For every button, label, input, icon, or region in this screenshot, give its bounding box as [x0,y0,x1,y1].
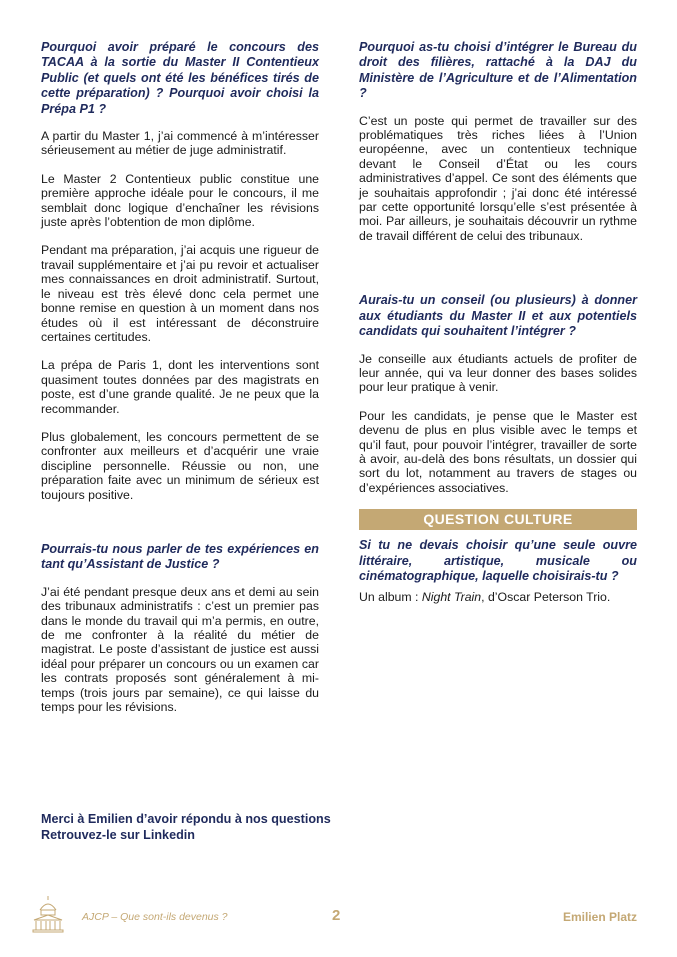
right-column [359,40,637,619]
page-number: 2 [332,907,341,924]
question-culture-banner: QUESTION CULTURE [359,509,637,530]
question-culture: Si tu ne devais choisir qu’une seule ouvre littéraire, artistique, musicale ou cinématographique, laquelle choisirais-tu ? [359,538,637,583]
question-bureau-droit: Pourquoi as-tu choisi d’intégrer le Bureau du droit des filières, rattaché à la DAJ du Ministère de l’Agriculture et de l’Alimentation ? [359,40,637,101]
answer-paragraph: Je conseille aux étudiants actuels de profiter de leur année, qui va leur donner des bases solides pour leur pratique à venir. [359,351,637,395]
question-prep-concours: Pourquoi avoir préparé le concours des TACAA à la sortie du Master II Contentieux Public (et quels ont été les bénéfices tirés de cette préparation) ? Pourquoi avoir choisi la Prépa P1 ? [41,40,319,116]
answer-paragraph: J’ai été pendant presque deux ans et demi au sein des tribunaux administratifs : c’est un premier pas dans le monde du travail qui m’a permis, en outre, de me confronter à la réalité du métier de magistrat. Le poste d’assistant de justice est aussi idéal pour préparer un concours ou un examen car les contrats proposés sont généralement à mi-temps (trois jours par semaine), ce qui laisse du temps pour les révisions. [41,584,319,715]
left-column [41,40,319,728]
footer-publication: AJCP – Que sont-ils devenus ? [82,911,228,923]
closing-note [41,812,331,843]
answer-paragraph: La prépa de Paris 1, dont les interventions sont quasiment toutes données par des magistrats en poste, est d’une grande qualité. Je ne peux que la recommander. [41,358,319,416]
answer-paragraph: Plus globalement, les concours permettent de se confronter aux meilleurs et d’acquérir une vraie discipline personnelle. Réussie ou non, une préparation faite avec un minimum de sérieux est toujours positive. [41,429,319,502]
answer-paragraph: Pendant ma préparation, j’ai acquis une rigueur de travail supplémentaire et j’ai pu revoir et actualiser mes connaissances en droit administratif. Surtout, le niveau est très élevé donc cela permet une bonne remise en question à un moment dans nos études où il est intéressant de déconstruire certaines certitudes. [41,243,319,344]
answer-paragraph: C’est un poste qui permet de travailler sur des problématiques très riches liées à l’Union européenne, avec un contentieux technique devant le Conseil d’État ou les cours administratives d’appel. Ce sont des éléments que je souhaitais approfondir ; j’ai donc été intéressé par cette opportunité lorsqu’elle s’est présentée à moi. Par ailleurs, je souhaitais découvrir un rythme de travail différent de celui des tribunaux. [359,113,637,243]
pantheon-logo-icon [30,894,66,934]
footer-author: Emilien Platz [562,910,637,924]
closing-thanks: Merci à Emilien d’avoir répondu à nos questions [41,812,331,826]
closing-linkedin: Retrouvez-le sur Linkedin [41,827,195,842]
answer-paragraph: Pour les candidats, je pense que le Master est devenu de plus en plus visible avec le temps et qu’il faut, pour pouvoir l’intégrer, travailler de sorte à avoir, au-delà des bons résultats, un dossier qui sort du lot, notamment au travers de stages ou d’expériences associatives. [359,408,637,495]
question-conseil: Aurais-tu un conseil (ou plusieurs) à donner aux étudiants du Master II et aux potentiels candidats qui souhaitent l’intégrer ? [359,293,637,339]
answer-paragraph: A partir du Master 1, j’ai commencé à m’intéresser sérieusement au métier de juge administratif. [41,129,319,158]
album-title: Night Train [421,590,482,605]
answer-culture: Un album : Night Train, d’Oscar Peterson Trio. [359,590,611,605]
answer-paragraph: Le Master 2 Contentieux public constitue une première approche idéale pour le concours, il me semblait donc logique d’enchaîner les révisions juste après l’obtention de mon diplôme. [41,171,319,230]
question-assistant-justice: Pourrais-tu nous parler de tes expériences en tant qu’Assistant de Justice ? [41,541,319,572]
